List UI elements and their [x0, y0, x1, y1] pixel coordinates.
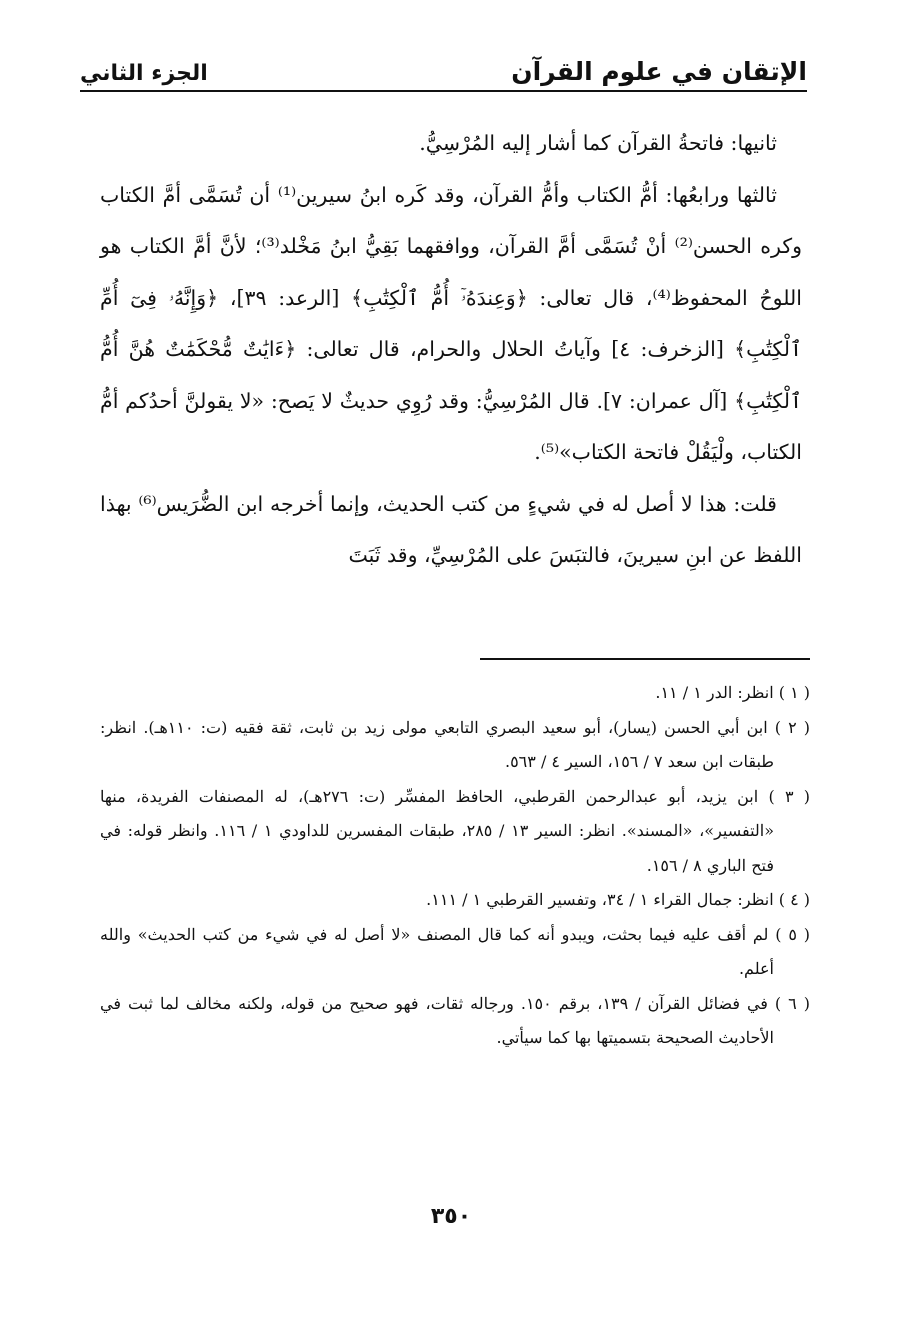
paragraph: قلت: هذا لا أصل له في شيءٍ من كتب الحديث، وإنما أخرجه ابن الضُّرَيس⁽⁶⁾ بهذا اللفظ عن ابنِ سيرينَ، فالتبَسَ على المُرْسِيِّ، وقد ثَبَتَ — [100, 491, 802, 567]
paragraph: ثانيها: فاتحةُ القرآن كما أشار إليه المُرْسِيُّ. — [419, 131, 777, 155]
running-header — [80, 40, 807, 92]
footnote-divider — [480, 658, 810, 660]
footnote: ( ١ ) انظر: الدر ١ / ١١. — [655, 683, 810, 702]
page-number: ٣٥٠ — [430, 1204, 472, 1229]
footnote: ( ٣ ) ابن يزيد، أبو عبدالرحمن القرطبي، الحافظ المفسِّر (ت: ٢٧٦هـ)، له المصنفات الفريدة، منها «التفسير»، «المسند». انظر: السير ١٣ / ٢٨٥، طبقات المفسرين للداودي ١ / ١١٦. وانظر قوله: في فتح الباري ٨ / ١٥٦. — [100, 786, 811, 875]
footnote: ( ٢ ) ابن أبي الحسن (يسار)، أبو سعيد البصري التابعي مولى زيد بن ثابت، ثقة فقيه (ت: ١١٠هـ). انظر: طبقات ابن سعد ٧ / ١٥٦، السير ٤ / ٥٦٣. — [100, 717, 811, 771]
footnote: ( ٤ ) انظر: جمال القراء ١ / ٣٤، وتفسير القرطبي ١ / ١١١. — [426, 890, 810, 909]
paragraph: ثالثها ورابعُها: أمُّ الكتاب وأمُّ القرآن، وقد كَره ابنُ سيرين⁽¹⁾ أن تُسَمَّى أمَّ الكتاب وكره الحسن⁽²⁾ أنْ تُسَمَّى أمَّ القرآن، ووافقهما بَقِيُّ ابنُ مَخْلد⁽³⁾؛ لأنَّ أمَّ الكتاب هو اللوحُ المحفوظ⁽⁴⁾، قال تعالى: ﴿وَعِندَهُۥٓ أُمُّ ٱلْكِتَٰبِ﴾ [الرعد: ٣٩]، ﴿وَإِنَّهُۥ فِىٓ أُمِّ ٱلْكِتَٰبِ﴾ [الزخرف: ٤] وآياتُ الحلال والحرام، قال تعالى: ﴿ءَايَٰتٌ مُّحْكَمَٰتٌ هُنَّ أُمُّ ٱلْكِتَٰبِ﴾ [آل عمران: ٧]. قال المُرْسِيُّ: وقد رُوِي حديثٌ لا يَصح: «لا يقولنَّ أحدُكم أمُّ الكتاب، ولْيَقُلْ فاتحة الكتاب»⁽⁵⁾. — [100, 182, 802, 464]
book-title: الإتقان في علوم القرآن — [511, 57, 807, 86]
main-text — [100, 118, 802, 582]
footnotes — [100, 676, 810, 1056]
part-label: الجزء الثاني — [80, 61, 208, 86]
footnote: ( ٥ ) لم أقف عليه فيما بحثت، ويبدو أنه كما قال المصنف «لا أصل له في شيء من كتب الحديث» والله أعلم. — [100, 924, 811, 978]
footnote: ( ٦ ) في فضائل القرآن / ١٣٩، برقم ١٥٠. ورجاله ثقات، فهو صحيح من قوله، ولكنه مخالف لما ثبت في الأحاديث الصحيحة بتسميتها بها كما سيأتي. — [100, 993, 810, 1047]
